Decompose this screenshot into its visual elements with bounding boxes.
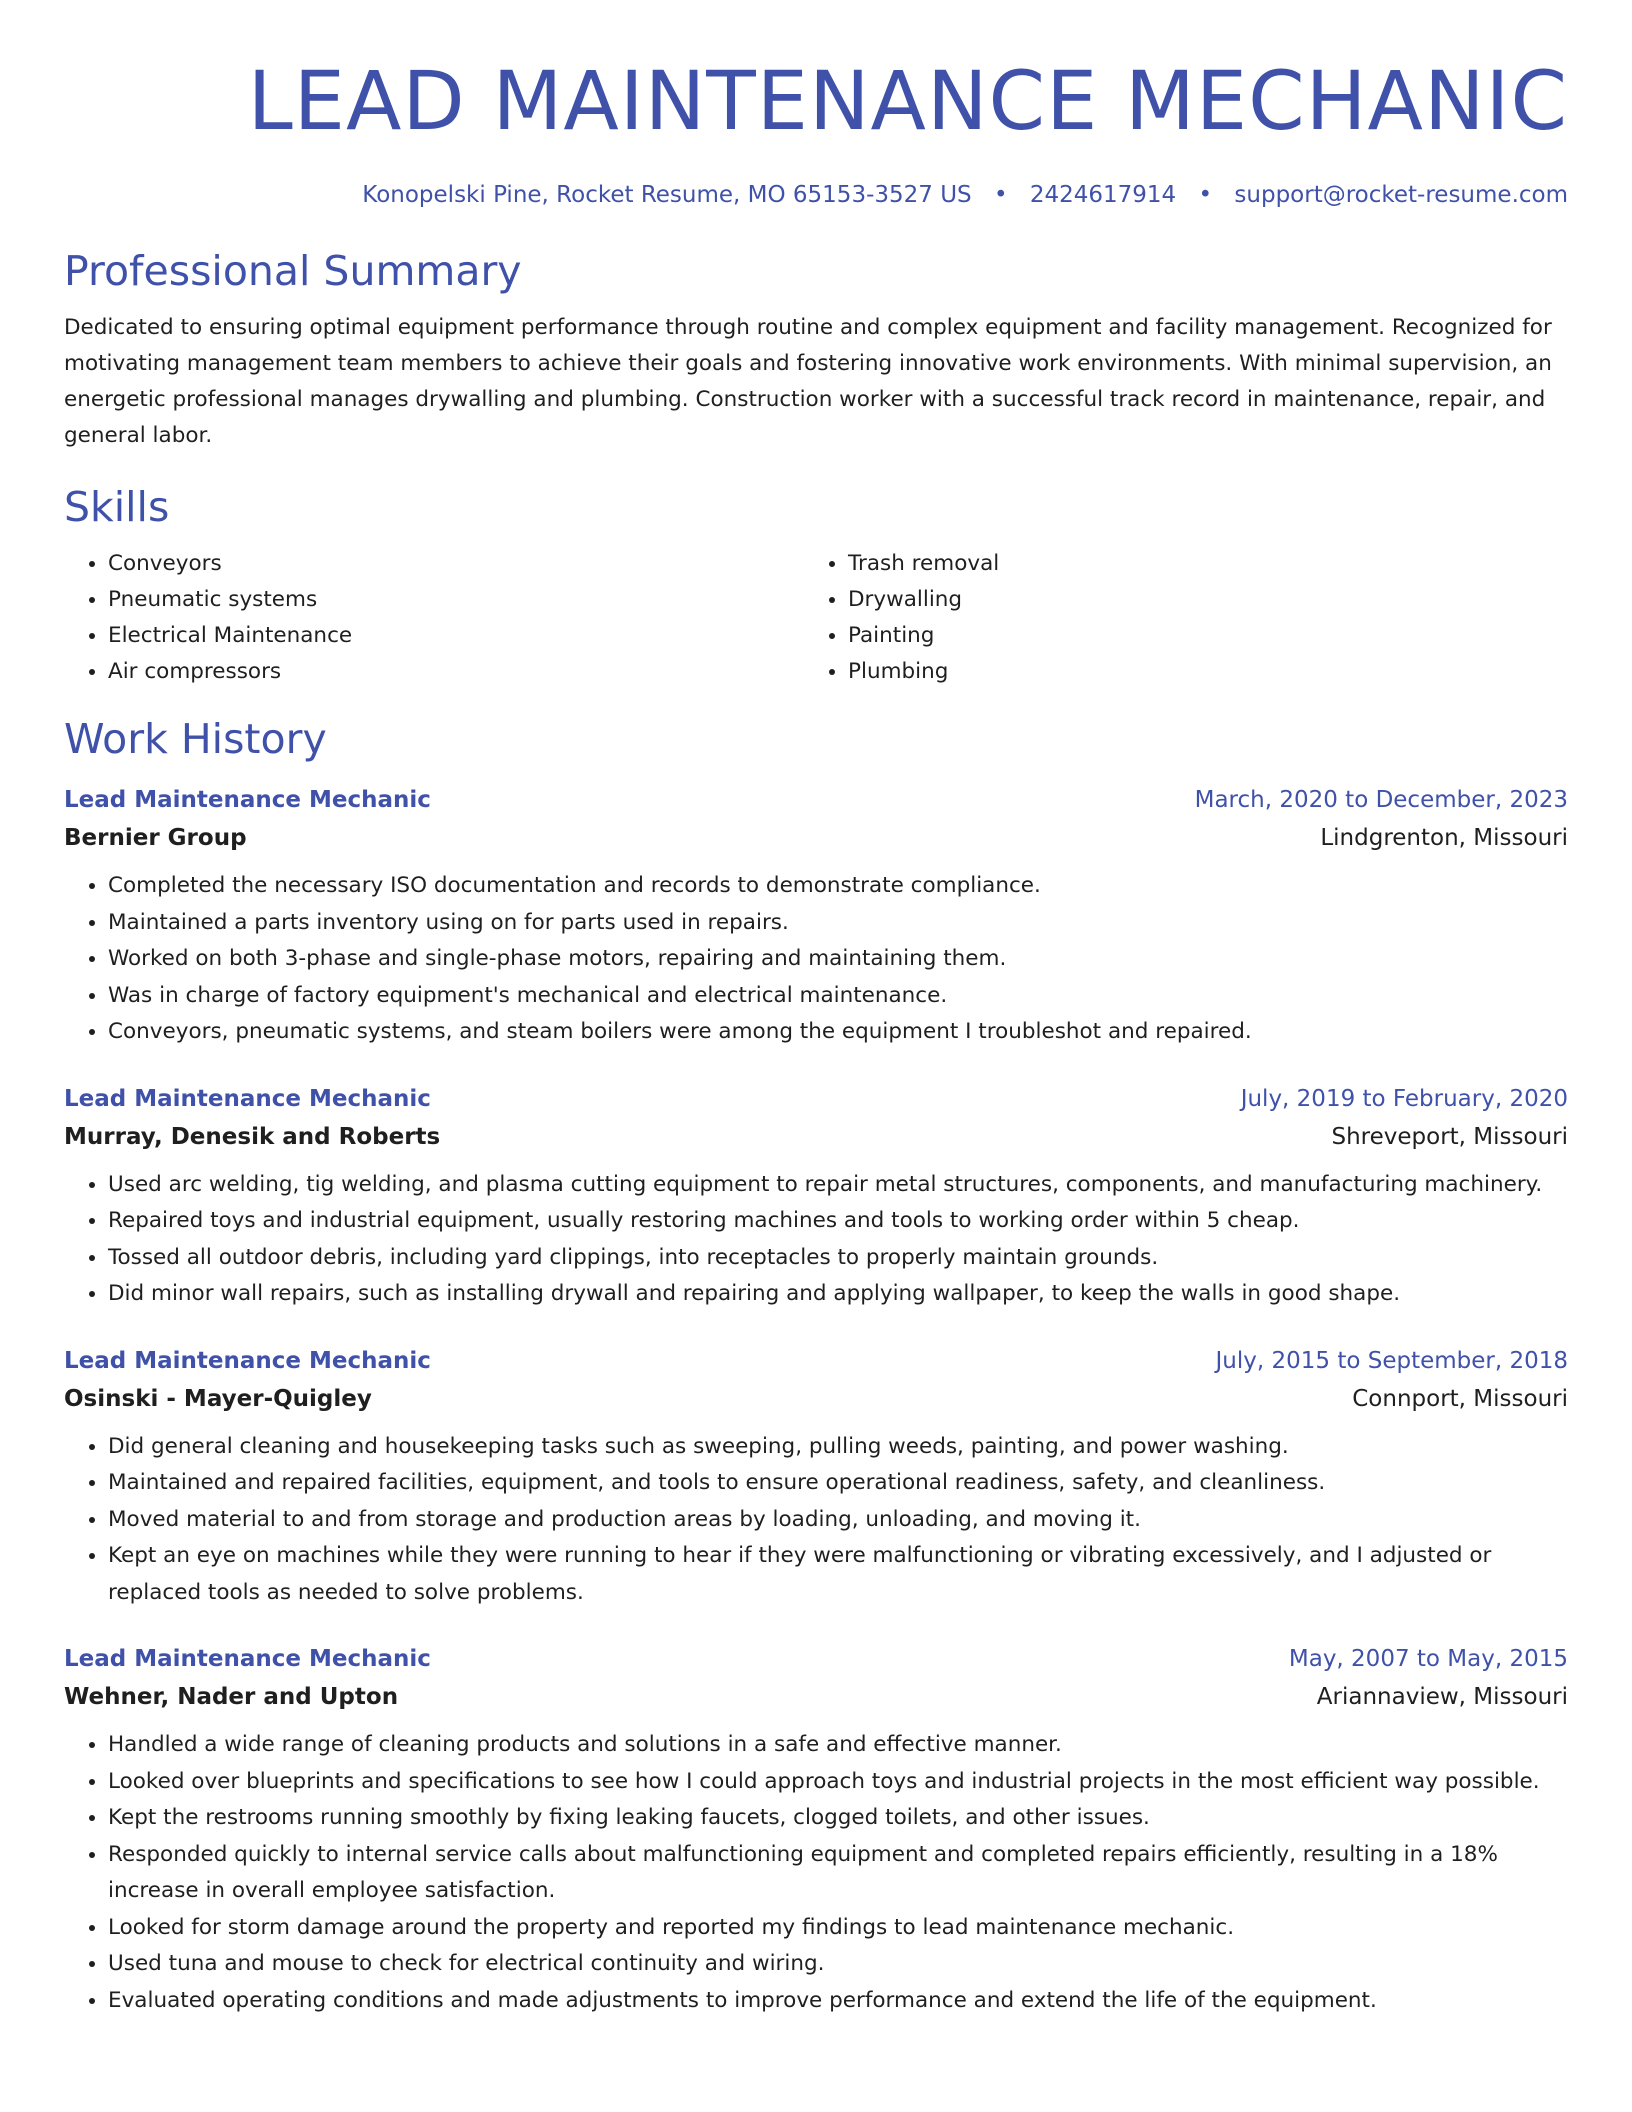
job-entry [64,1343,1568,1612]
duty-item: • Moved material to and from storage and production areas by loading, unloading, and moving it. [108,1502,1568,1539]
duty-item: • Kept an eye on machines while they were running to hear if they were malfunctioning or vibrating excessively, and I adjusted or replaced tools as needed to solve problems. [108,1538,1568,1611]
duty-item: • Maintained a parts inventory using on for parts used in repairs. [108,905,1568,942]
skill-item: • Drywalling [848,582,1564,618]
job-duties [64,1167,1568,1313]
job-company: Bernier Group [64,825,247,851]
job-duties [64,868,1568,1051]
skills-columns [64,546,1568,690]
job-company: Osinski - Mayer-Quigley [64,1385,372,1412]
contact-address: Konopelski Pine, Rocket Resume, MO 65153-3527 US [362,182,972,208]
duty-item: • Completed the necessary ISO documentation and records to demonstrate compliance. [108,868,1568,905]
work-history-section [64,714,1568,2019]
summary-heading: Professional Summary [64,247,522,295]
job-company: Wehner, Nader and Upton [64,1684,399,1710]
summary-section [64,246,1568,454]
job-header-row [64,1641,1568,1677]
contact-line [64,180,1568,210]
job-location: Connport, Missouri [1352,1385,1568,1412]
job-header-row [64,1081,1568,1117]
job-duties [64,1727,1568,2019]
job-entry [64,782,1568,1051]
job-company-row [64,818,1568,858]
skill-item: • Conveyors [108,546,804,582]
job-dates: July, 2015 to September, 2018 [1215,1347,1568,1374]
skills-heading: Skills [64,483,170,531]
duty-item: • Did general cleaning and housekeeping tasks such as sweeping, pulling weeds, painting, and power washing. [108,1429,1568,1466]
job-company: Murray, Denesik and Roberts [64,1123,441,1150]
job-company-row [64,1379,1568,1419]
job-location: Ariannaview, Missouri [1316,1684,1568,1710]
duty-item: • Kept the restrooms running smoothly by fixing leaking faucets, clogged toilets, and other issues. [108,1800,1568,1837]
candidate-name: LEAD MAINTENANCE MECHANIC [247,55,1568,149]
duty-item: • Worked on both 3-phase and single-phase motors, repairing and maintaining them. [108,941,1568,978]
skill-item: • Air compressors [108,654,804,690]
job-location: Shreveport, Missouri [1331,1123,1568,1150]
job-company-row [64,1677,1568,1717]
duty-item: • Did minor wall repairs, such as installing drywall and repairing and applying wallpaper, to keep the walls in good shape. [108,1276,1568,1313]
job-title: Lead Maintenance Mechanic [64,1646,431,1672]
skill-item: • Electrical Maintenance [108,618,804,654]
job-location: Lindgrenton, Missouri [1320,825,1568,851]
skills-list-right [804,546,1564,690]
contact-separator: • [1198,182,1213,208]
skills-section [64,482,1568,690]
duty-item: • Used tuna and mouse to check for electrical continuity and wiring. [108,1946,1568,1983]
job-dates: March, 2020 to December, 2023 [1194,787,1568,813]
duty-item: • Maintained and repaired facilities, equipment, and tools to ensure operational readiness, safety, and cleanliness. [108,1465,1568,1502]
duty-item: • Used arc welding, tig welding, and plasma cutting equipment to repair metal structures, components, and manufacturing machinery. [108,1167,1568,1204]
duty-item: • Conveyors, pneumatic systems, and steam boilers were among the equipment I troubleshot and repaired. [108,1014,1568,1051]
job-title: Lead Maintenance Mechanic [64,1347,431,1374]
work-history-heading: Work History [64,715,327,763]
duty-item: • Responded quickly to internal service calls about malfunctioning equipment and completed repairs efficiently, resulting in a 18% increase in overall employee satisfaction. [108,1837,1568,1910]
duty-item: • Evaluated operating conditions and made adjustments to improve performance and extend the life of the equipment. [108,1983,1568,2020]
duty-item: • Looked for storm damage around the property and reported my findings to lead maintenance mechanic. [108,1910,1568,1947]
job-company-row [64,1117,1568,1157]
skills-list-left [64,546,804,690]
job-entry [64,1641,1568,2019]
job-duties [64,1429,1568,1612]
job-header-row [64,782,1568,818]
contact-email: support@rocket-resume.com [1234,182,1568,208]
duty-item: • Repaired toys and industrial equipment, usually restoring machines and tools to working order within 5 cheap. [108,1203,1568,1240]
duty-item: • Handled a wide range of cleaning products and solutions in a safe and effective manner. [108,1727,1568,1764]
summary-text: Dedicated to ensuring optimal equipment performance through routine and complex equipment and facility management. Recognized for motivating management team members to achieve their goals and fostering innovative work environments. With minimal supervision, an energetic professional manages drywalling and plumbing. Construction worker with a successful track record in maintenance, repair, and general labor. [64,315,1552,448]
duty-item: • Looked over blueprints and specifications to see how I could approach toys and industrial projects in the most efficient way possible. [108,1764,1568,1801]
skill-item: • Pneumatic systems [108,582,804,618]
contact-separator: • [993,182,1008,208]
job-title: Lead Maintenance Mechanic [64,787,431,813]
job-dates: May, 2007 to May, 2015 [1288,1646,1568,1672]
skill-item: • Plumbing [848,654,1564,690]
duty-item: • Tossed all outdoor debris, including yard clippings, into receptacles to properly maintain grounds. [108,1240,1568,1277]
contact-phone: 2424617914 [1029,182,1177,208]
skill-item: • Painting [848,618,1564,654]
job-dates: July, 2019 to February, 2020 [1240,1085,1568,1112]
resume-header [64,52,1568,210]
job-header-row [64,1343,1568,1379]
skill-item: • Trash removal [848,546,1564,582]
job-entry [64,1081,1568,1313]
duty-item: • Was in charge of factory equipment's mechanical and electrical maintenance. [108,978,1568,1015]
job-title: Lead Maintenance Mechanic [64,1085,431,1112]
